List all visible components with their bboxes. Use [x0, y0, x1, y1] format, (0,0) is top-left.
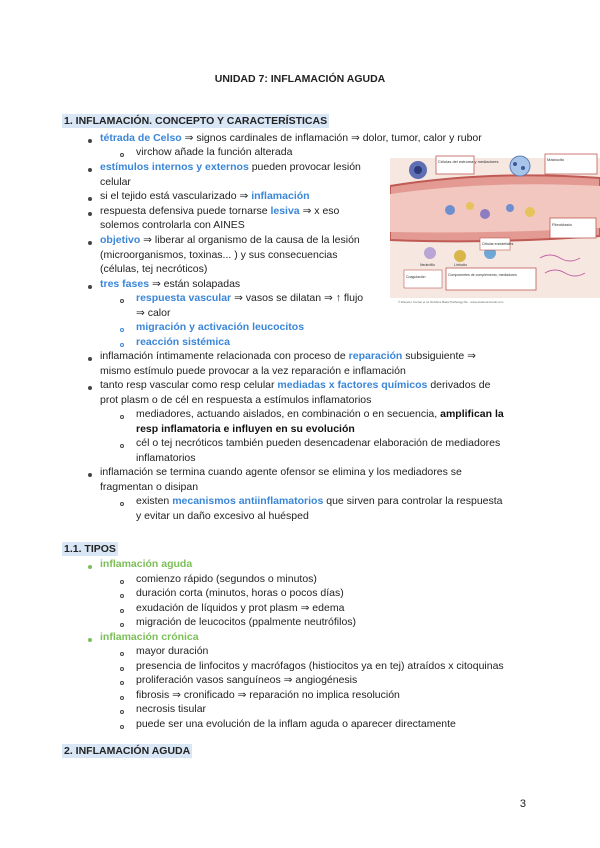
bullet-dot — [88, 139, 92, 143]
list-item: cél o tej necróticos también pueden desencadenar elaboración de mediadores — [136, 437, 501, 449]
inflammation-figure — [390, 148, 600, 306]
list-item: objetivo ⇒ liberar al organismo de la causa de la lesión — [100, 234, 360, 246]
figure-label-8: Componentes de complemento, mediadores — [448, 273, 517, 277]
list-item-cont: solemos controlarla con AINES — [100, 219, 245, 231]
list-item: mediadores, actuando aislados, en combinación o en secuencia, amplifican la — [136, 408, 504, 420]
bullet-circle — [120, 502, 124, 506]
bullet-dot — [88, 638, 92, 642]
mast-cell — [510, 156, 530, 176]
list-item-cont: (células, tej necróticos) — [100, 263, 208, 275]
list-item: migración y activación leucocitos — [136, 321, 305, 333]
list-item: reacción sistémica — [136, 336, 230, 348]
bullet-dot — [88, 565, 92, 569]
list-item: inflamación aguda — [100, 558, 193, 570]
list-item: estímulos internos y externos pueden provocar lesión — [100, 161, 361, 173]
list-item-cont: ⇒ calor — [136, 307, 171, 319]
list-item: proliferación vasos sanguíneos ⇒ angiogénesis — [136, 674, 358, 686]
figure-label-1: Células del estroma y mediadores — [438, 159, 499, 164]
list-item-cont: celular — [100, 176, 131, 188]
bullet-circle — [120, 299, 124, 303]
list-item: respuesta defensiva puede tornarse lesiva ⇒ x eso — [100, 205, 340, 217]
bullet-circle — [120, 652, 124, 656]
list-item-cont: mismo estímulo puede provocar a la vez reparación e inflamación — [100, 365, 406, 377]
bullet-circle — [120, 725, 124, 729]
bullet-circle — [120, 710, 124, 714]
list-item: tétrada de Celso ⇒ signos cardinales de inflamación ⇒ dolor, tumor, calor y rubor — [100, 132, 482, 144]
bullet-circle — [120, 415, 124, 419]
list-item: tanto resp vascular como resp celular mediadas x factores químicos derivados de — [100, 379, 491, 391]
bullet-circle — [120, 444, 124, 448]
figure-caption: © Elsevier. Kumar et al: Robbins Basic Pathology 8e - www.studentconsult.com — [398, 300, 504, 304]
list-item: existen mecanismos antiinflamatorios que sirven para controlar la respuesta — [136, 495, 503, 507]
bullet-dot — [88, 473, 92, 477]
bullet-circle — [120, 328, 124, 332]
figure-label-5: Neutrófilo — [420, 263, 435, 267]
list-item: presencia de linfocitos y macrófagos (histiocitos ya en tej) atraídos x citoquinas — [136, 660, 504, 672]
section-heading-1: 1. INFLAMACIÓN. CONCEPTO Y CARACTERÍSTICAS — [64, 115, 328, 127]
list-item: inflamación crónica — [100, 631, 199, 643]
figure-label-6: Linfocito — [454, 263, 468, 267]
list-item-cont: y evitar un daño excesivo al huésped — [136, 510, 309, 522]
bullet-dot — [88, 168, 92, 172]
bullet-circle — [120, 667, 124, 671]
list-item: respuesta vascular ⇒ vasos se dilatan ⇒ ↑ flujo — [136, 292, 364, 304]
list-item: tres fases ⇒ están solapadas — [100, 278, 241, 290]
list-item: migración de leucocitos (ppalmente neutrófilos) — [136, 616, 357, 628]
bullet-circle — [120, 594, 124, 598]
list-item-cont: fragmentan o disipan — [100, 481, 199, 493]
page-title: UNIDAD 7: INFLAMACIÓN AGUDA — [214, 73, 386, 85]
list-item: mayor duración — [136, 645, 209, 657]
bullet-dot — [88, 285, 92, 289]
bullet-dot — [88, 357, 92, 361]
list-item: fibrosis ⇒ cronificado ⇒ reparación no implica resolución — [136, 689, 400, 701]
figure-label-2: Mastocito — [547, 157, 565, 162]
bullet-dot — [88, 241, 92, 245]
section-heading-1-1: 1.1. TIPOS — [64, 543, 116, 555]
bullet-dot — [88, 197, 92, 201]
figure-label-3: Células endoteliales — [482, 242, 514, 246]
list-item: puede ser una evolución de la inflam aguda o aparecer directamente — [136, 718, 456, 730]
list-item-cont: resp inflamatoria e influyen en su evolución — [136, 423, 355, 435]
figure-label-7: Coagulación — [406, 275, 426, 279]
list-item: virchow añade la función alterada — [136, 146, 293, 158]
list-item: si el tejido está vascularizado ⇒ inflamación — [100, 190, 310, 202]
bullet-circle — [120, 681, 124, 685]
bullet-dot — [88, 386, 92, 390]
lymphocyte — [454, 250, 466, 262]
bullet-circle — [120, 153, 124, 157]
bullet-circle — [120, 696, 124, 700]
bullet-circle — [120, 343, 124, 347]
list-item-cont: inflamatorios — [136, 452, 196, 464]
list-item: necrosis tisular — [136, 703, 207, 715]
bullet-circle — [120, 609, 124, 613]
list-item: inflamación se termina cuando agente ofensor se elimina y los mediadores se — [100, 466, 462, 478]
bullet-circle — [120, 580, 124, 584]
page-number: 3 — [519, 798, 526, 810]
list-item: comienzo rápido (segundos o minutos) — [136, 573, 317, 585]
section-heading-2: 2. INFLAMACIÓN AGUDA — [64, 745, 191, 757]
list-item: exudación de líquidos y prot plasm ⇒ edema — [136, 602, 345, 614]
figure-label-4: Fibroblasto — [552, 222, 572, 227]
neutrophil — [424, 247, 436, 259]
list-item: duración corta (minutos, horas o pocos días) — [136, 587, 344, 599]
list-item-cont: prot plasm o de cél en respuesta a estímulos inflamatorios — [100, 394, 372, 406]
list-item: inflamación íntimamente relacionada con proceso de reparación subsiguiente ⇒ — [100, 350, 476, 362]
list-item-cont: (microorganismos, toxinas... ) y sus consecuencias — [100, 249, 338, 261]
bullet-dot — [88, 212, 92, 216]
bullet-circle — [120, 623, 124, 627]
